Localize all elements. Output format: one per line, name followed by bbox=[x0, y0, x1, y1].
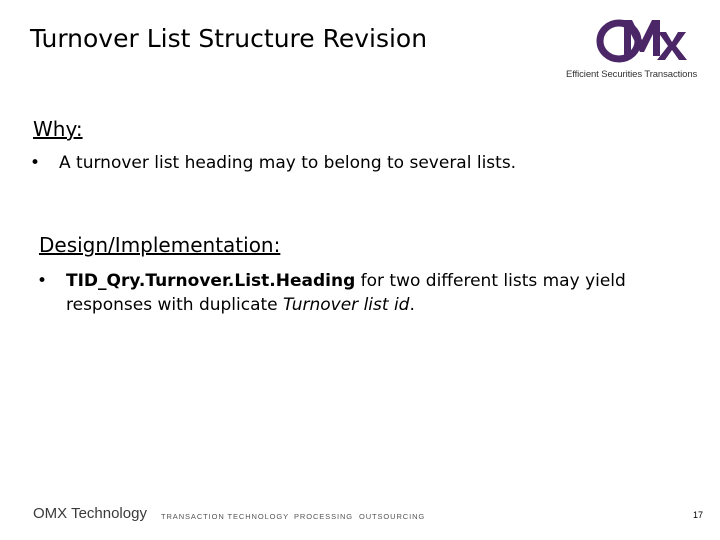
logo-tagline: Efficient Securities Transactions bbox=[566, 69, 698, 80]
design-heading: Design/Implementation: bbox=[39, 233, 281, 257]
why-bullet-text: A turnover list heading may to belong to several lists. bbox=[59, 153, 517, 173]
bullet-icon: • bbox=[30, 153, 41, 173]
design-bullet-text: for two different lists may yield responses with duplicate bbox=[66, 271, 626, 315]
design-bullet-end: . bbox=[409, 295, 415, 315]
list-item bbox=[30, 151, 690, 175]
field-name: Turnover list id bbox=[283, 295, 410, 315]
why-heading: Why: bbox=[33, 117, 83, 141]
footer-tag-transaction-technology: TRANSACTION TECHNOLOGY bbox=[161, 512, 290, 521]
list-item bbox=[37, 269, 697, 317]
why-bullet-list bbox=[30, 151, 690, 175]
footer bbox=[0, 500, 720, 530]
page-number: 17 bbox=[692, 510, 703, 520]
design-bullet-list bbox=[37, 269, 697, 317]
omx-logo bbox=[566, 12, 716, 82]
footer-brand: OMX Technology bbox=[33, 505, 147, 522]
slide-title: Turnover List Structure Revision bbox=[30, 24, 428, 53]
footer-tag-outsourcing: OUTSOURCING bbox=[359, 512, 426, 521]
omx-logo-mark bbox=[596, 12, 716, 64]
transaction-id: TID_Qry.Turnover.List.Heading bbox=[66, 271, 356, 291]
bullet-icon: • bbox=[37, 271, 48, 291]
footer-tag-processing: PROCESSING bbox=[294, 512, 354, 521]
